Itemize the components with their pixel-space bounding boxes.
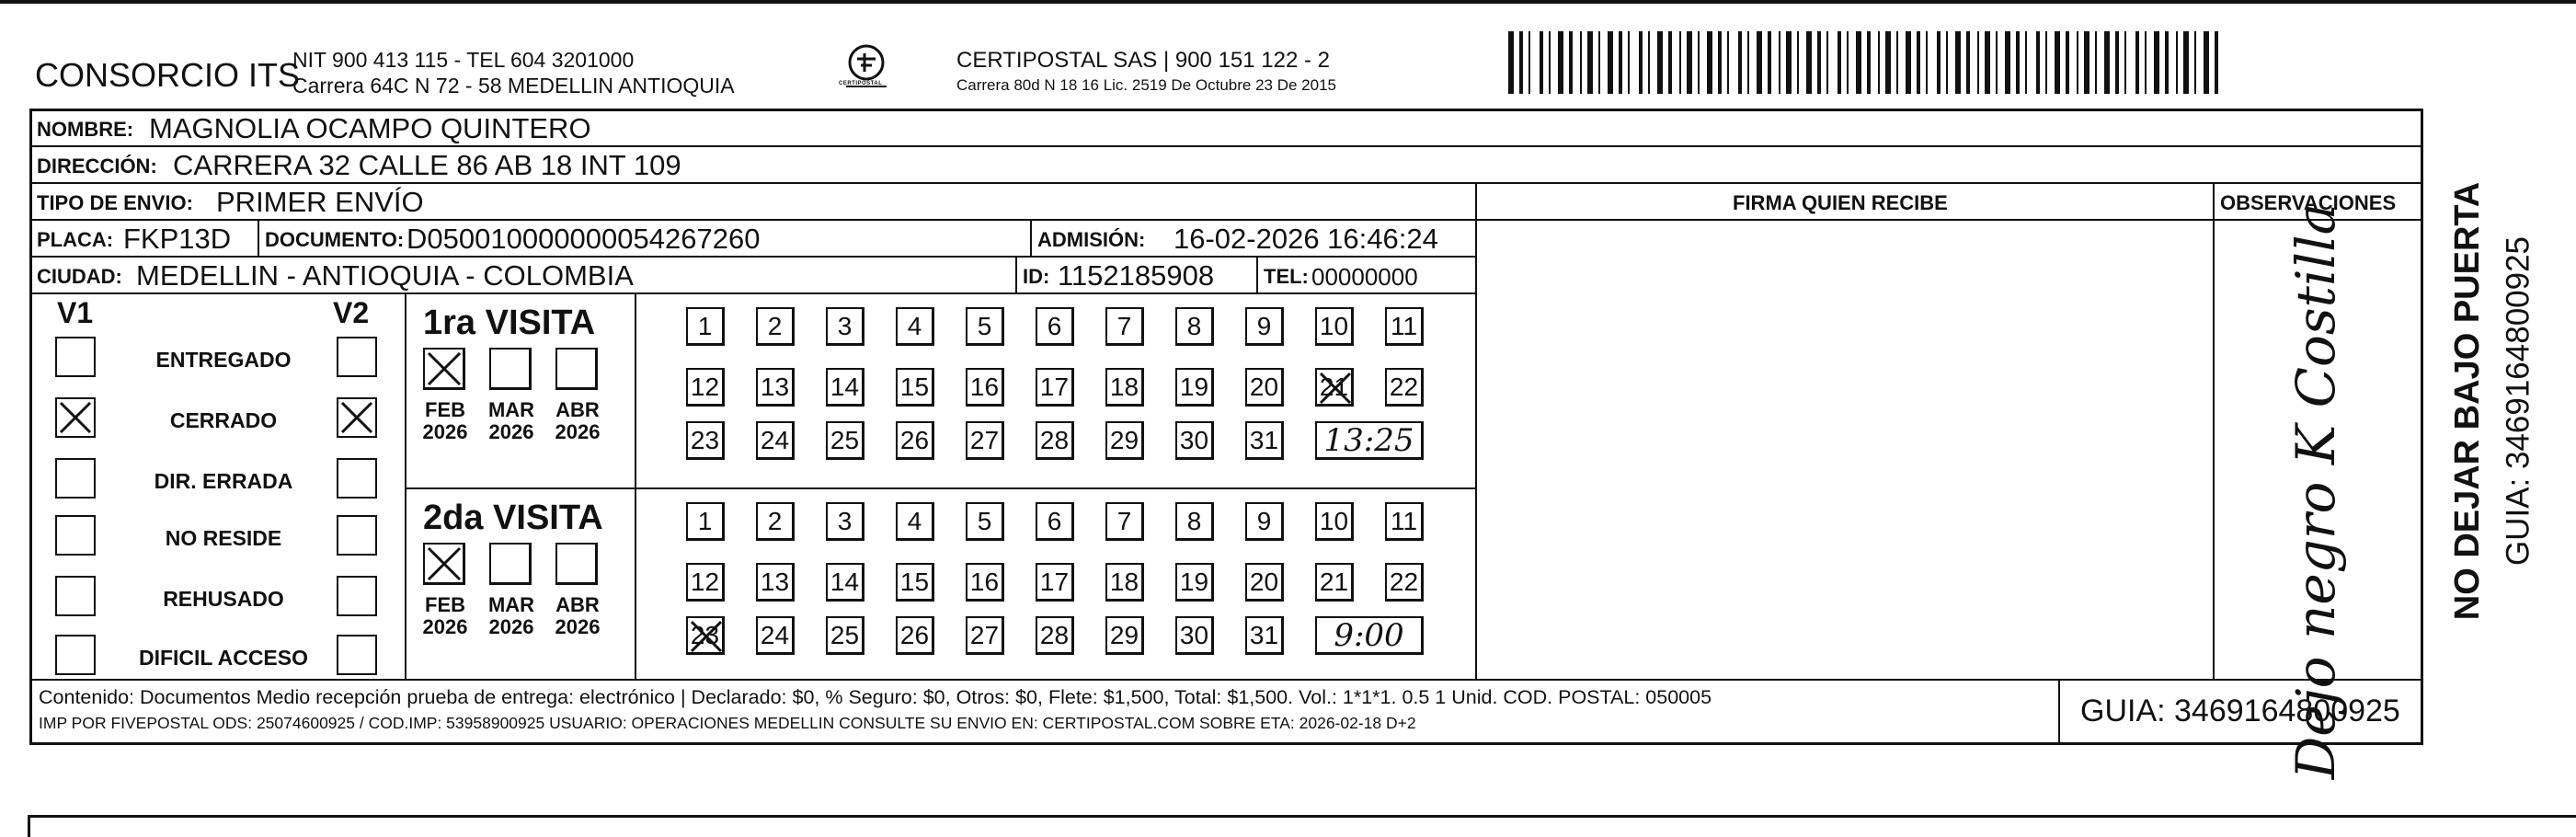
signature-divider bbox=[1475, 182, 1477, 679]
day-number: 15 bbox=[899, 567, 930, 596]
day-number: 2 bbox=[767, 311, 783, 340]
company-nit: NIT 900 413 115 - TEL 604 3201000 bbox=[292, 48, 635, 72]
recipient-name: MAGNOLIA OCAMPO QUINTERO bbox=[149, 112, 591, 144]
day-number: 8 bbox=[1186, 311, 1202, 340]
day-number: 20 bbox=[1249, 567, 1279, 596]
day-cell[interactable] bbox=[896, 616, 934, 655]
day-cell[interactable] bbox=[1036, 616, 1074, 655]
day-number: 31 bbox=[1249, 620, 1279, 649]
status-label: DIR. ERRADA bbox=[154, 469, 293, 493]
side-guia: GUIA: 3469164800925 bbox=[2500, 235, 2536, 567]
row-divider bbox=[29, 256, 1475, 258]
day-number: 16 bbox=[969, 372, 1000, 401]
recipient-city: MEDELLIN - ANTIOQUIA - COLOMBIA bbox=[136, 259, 634, 292]
day-number: 9 bbox=[1256, 311, 1272, 340]
month-year: 2026 bbox=[488, 420, 534, 444]
day-number: 31 bbox=[1249, 425, 1279, 454]
v1-status-checkbox[interactable] bbox=[55, 515, 96, 556]
day-number: 18 bbox=[1109, 372, 1139, 401]
day-number: 17 bbox=[1039, 567, 1070, 596]
certipostal-logo bbox=[839, 42, 894, 97]
shipment-type: PRIMER ENVÍO bbox=[216, 186, 424, 218]
cell-divider bbox=[1015, 256, 1017, 292]
day-cell[interactable] bbox=[1385, 307, 1424, 346]
day-cell[interactable] bbox=[896, 421, 934, 460]
month-label bbox=[418, 594, 473, 638]
day-cell[interactable] bbox=[1315, 307, 1354, 346]
lower-box-left bbox=[28, 815, 30, 837]
check-mark-icon bbox=[425, 545, 464, 583]
day-number: 28 bbox=[1039, 425, 1070, 454]
day-number: 25 bbox=[830, 620, 860, 649]
day-number: 27 bbox=[969, 425, 1000, 454]
visit-time-box[interactable] bbox=[1315, 421, 1424, 460]
v1-status-checkbox[interactable] bbox=[55, 635, 96, 675]
day-number: 7 bbox=[1116, 311, 1132, 340]
visit-1-title: 1ra VISITA bbox=[423, 304, 596, 342]
row-divider bbox=[29, 292, 1475, 294]
day-number: 22 bbox=[1389, 372, 1419, 401]
check-mark-icon bbox=[688, 618, 725, 655]
plate-number: FKP13D bbox=[123, 223, 232, 255]
day-cell[interactable] bbox=[1385, 563, 1424, 602]
row-divider bbox=[29, 182, 2423, 184]
day-number: 29 bbox=[1109, 620, 1139, 649]
day-cell[interactable] bbox=[1105, 307, 1144, 346]
day-cell[interactable] bbox=[1315, 502, 1354, 541]
month-checkbox[interactable] bbox=[489, 348, 532, 390]
day-cell[interactable] bbox=[826, 307, 864, 346]
day-number: 14 bbox=[830, 567, 860, 596]
day-cell[interactable] bbox=[686, 421, 725, 460]
day-cell[interactable] bbox=[1245, 616, 1284, 655]
day-number: 5 bbox=[977, 311, 992, 340]
visit-time-box[interactable] bbox=[1315, 616, 1424, 655]
firma-label: FIRMA QUIEN RECIBE bbox=[1733, 191, 1948, 214]
lower-box-top bbox=[28, 815, 2576, 818]
visit-time: 13:25 bbox=[1323, 421, 1414, 459]
day-number: 26 bbox=[899, 620, 930, 649]
visit-separator bbox=[405, 487, 1475, 489]
day-number: 24 bbox=[760, 620, 790, 649]
admision-label: ADMISIÓN: bbox=[1037, 228, 1146, 251]
day-number: 17 bbox=[1039, 372, 1070, 401]
admission-datetime: 16-02-2026 16:46:24 bbox=[1174, 223, 1438, 255]
day-cell[interactable] bbox=[826, 616, 864, 655]
day-number: 8 bbox=[1186, 506, 1202, 535]
status-label: REHUSADO bbox=[163, 587, 284, 611]
month-checkbox[interactable] bbox=[423, 348, 465, 390]
check-mark-icon bbox=[57, 399, 94, 436]
day-cell[interactable] bbox=[1175, 616, 1214, 655]
day-cell[interactable] bbox=[1105, 421, 1144, 460]
day-cell[interactable] bbox=[966, 502, 1004, 541]
day-cell[interactable] bbox=[1385, 502, 1424, 541]
month-name: ABR bbox=[555, 398, 600, 421]
cell-divider bbox=[1256, 256, 1258, 292]
day-number: 4 bbox=[907, 506, 922, 535]
month-year: 2026 bbox=[422, 420, 468, 444]
day-number: 27 bbox=[969, 620, 1000, 649]
day-cell[interactable] bbox=[826, 502, 864, 541]
logo-emblem-icon bbox=[839, 42, 894, 97]
day-cell[interactable] bbox=[1175, 502, 1214, 541]
day-cell[interactable] bbox=[686, 307, 725, 346]
id-label: ID: bbox=[1023, 265, 1050, 288]
carrier-name: CERTIPOSTAL SAS | 900 151 122 - 2 bbox=[956, 48, 1330, 73]
day-number: 13 bbox=[760, 567, 790, 596]
company-address: Carrera 64C N 72 - 58 MEDELLIN ANTIOQUIA bbox=[292, 74, 735, 97]
footer-content: Contenido: Documentos Medio recepción prueba de entrega: electrónico | Declarado: $0, % Seguro: $0, Otros: $0, Flete: $1,500, Total: $1,500. Vol.: 1*1*1. 0.5 1 Unid. COD. POSTAL: 050005 bbox=[39, 686, 1712, 708]
day-number: 23 bbox=[690, 425, 720, 454]
recipient-id: 1152185908 bbox=[1058, 259, 1215, 292]
top-edge-line bbox=[0, 0, 2576, 4]
row-divider bbox=[29, 219, 1475, 221]
month-year: 2026 bbox=[488, 615, 534, 639]
direccion-label: DIRECCIÓN: bbox=[37, 155, 157, 178]
company-name: CONSORCIO ITS bbox=[35, 56, 301, 94]
day-cell[interactable] bbox=[1245, 307, 1284, 346]
day-number: 22 bbox=[1389, 567, 1419, 596]
day-cell[interactable] bbox=[1245, 421, 1284, 460]
signature-header-line bbox=[1475, 219, 2423, 221]
day-cell[interactable] bbox=[1175, 368, 1214, 407]
check-mark-icon bbox=[1317, 370, 1354, 407]
v1-status-checkbox[interactable] bbox=[55, 337, 96, 377]
day-number: 19 bbox=[1179, 372, 1209, 401]
month-name: MAR bbox=[487, 398, 535, 421]
status-label: CERRADO bbox=[169, 408, 278, 432]
footer-divider bbox=[29, 679, 2423, 681]
day-number: 23 bbox=[690, 620, 720, 649]
day-number: 25 bbox=[830, 425, 860, 454]
month-label bbox=[484, 594, 539, 638]
day-cell[interactable] bbox=[826, 563, 864, 602]
day-cell[interactable] bbox=[896, 502, 934, 541]
month-year: 2026 bbox=[422, 615, 468, 639]
day-cell[interactable] bbox=[1245, 368, 1284, 407]
day-number: 10 bbox=[1319, 311, 1349, 340]
day-cell[interactable] bbox=[756, 368, 795, 407]
day-cell[interactable] bbox=[966, 307, 1004, 346]
day-number: 30 bbox=[1179, 620, 1209, 649]
recipient-address: CARRERA 32 CALLE 86 AB 18 INT 109 bbox=[173, 149, 681, 181]
day-cell[interactable] bbox=[1175, 307, 1214, 346]
footer-guia: GUIA: 3469164800925 bbox=[2080, 694, 2400, 728]
carrier-address: Carrera 80d N 18 16 Lic. 2519 De Octubre 23 De 2015 bbox=[956, 76, 1336, 94]
day-cell[interactable] bbox=[686, 368, 725, 407]
v1-status-checkbox[interactable] bbox=[55, 397, 96, 438]
day-cell[interactable] bbox=[966, 421, 1004, 460]
day-number: 18 bbox=[1109, 567, 1139, 596]
month-checkbox[interactable] bbox=[489, 543, 532, 585]
day-number: 21 bbox=[1319, 567, 1349, 596]
day-cell[interactable] bbox=[1315, 368, 1354, 407]
day-cell[interactable] bbox=[1036, 563, 1074, 602]
day-cell[interactable] bbox=[756, 502, 795, 541]
footer-guia-divider bbox=[2058, 679, 2060, 745]
v2-header: V2 bbox=[333, 296, 370, 329]
barcode bbox=[1508, 31, 2216, 96]
day-cell[interactable] bbox=[966, 368, 1004, 407]
status-label: DIFICIL ACCESO bbox=[138, 646, 308, 670]
month-name: ABR bbox=[555, 593, 600, 616]
day-cell[interactable] bbox=[826, 421, 864, 460]
month-label bbox=[550, 594, 605, 638]
tel-label: TEL: bbox=[1264, 265, 1309, 288]
v2-status-checkbox[interactable] bbox=[337, 576, 377, 616]
day-number: 14 bbox=[830, 372, 860, 401]
day-cell[interactable] bbox=[1105, 368, 1144, 407]
day-number: 6 bbox=[1047, 311, 1062, 340]
day-cell[interactable] bbox=[896, 307, 934, 346]
documento-label: DOCUMENTO: bbox=[265, 228, 405, 251]
day-number: 4 bbox=[907, 311, 922, 340]
row-divider bbox=[29, 145, 2423, 147]
v2-status-checkbox[interactable] bbox=[337, 337, 377, 377]
day-cell[interactable] bbox=[1036, 502, 1074, 541]
day-number: 28 bbox=[1039, 620, 1070, 649]
day-cell[interactable] bbox=[1036, 368, 1074, 407]
logo-text: CERTIPOSTAL bbox=[839, 81, 883, 86]
observations-divider bbox=[2213, 182, 2215, 679]
cell-divider bbox=[1030, 219, 1032, 256]
day-cell[interactable] bbox=[1036, 421, 1074, 460]
day-cell[interactable] bbox=[896, 368, 934, 407]
v2-status-checkbox[interactable] bbox=[337, 458, 377, 499]
day-number: 9 bbox=[1256, 506, 1272, 535]
day-cell[interactable] bbox=[1175, 563, 1214, 602]
day-cell[interactable] bbox=[1315, 563, 1354, 602]
day-cell[interactable] bbox=[756, 616, 795, 655]
day-number: 5 bbox=[977, 506, 992, 535]
month-name: MAR bbox=[487, 593, 535, 616]
day-cell[interactable] bbox=[966, 563, 1004, 602]
day-cell[interactable] bbox=[686, 563, 725, 602]
visit-divider bbox=[635, 292, 636, 679]
day-number: 3 bbox=[837, 311, 853, 340]
check-mark-icon bbox=[338, 399, 375, 436]
day-number: 16 bbox=[969, 567, 1000, 596]
day-number: 1 bbox=[697, 506, 713, 535]
day-number: 12 bbox=[690, 372, 720, 401]
day-number: 26 bbox=[899, 425, 930, 454]
day-number: 1 bbox=[697, 311, 713, 340]
footer-print-info: IMP POR FIVEPOSTAL ODS: 25074600925 / COD.IMP: 53958900925 USUARIO: OPERACIONES MEDELLIN CONSULTE SU ENVIO EN: CERTIPOSTAL.COM SOBRE ETA: 2026-02-18 D+2 bbox=[39, 714, 1416, 732]
day-cell[interactable] bbox=[1105, 563, 1144, 602]
day-cell[interactable] bbox=[1245, 502, 1284, 541]
visit-2-title: 2da VISITA bbox=[423, 499, 603, 537]
v1-status-checkbox[interactable] bbox=[55, 576, 96, 616]
observaciones-label: OBSERVACIONES bbox=[2220, 191, 2397, 214]
day-number: 20 bbox=[1249, 372, 1279, 401]
side-warning: NO DEJAR BAJO PUERTA bbox=[2448, 181, 2487, 621]
day-number: 15 bbox=[899, 372, 930, 401]
status-divider bbox=[405, 292, 406, 679]
tipo-envio-label: TIPO DE ENVIO: bbox=[37, 191, 193, 214]
day-cell[interactable] bbox=[826, 368, 864, 407]
cell-divider bbox=[258, 219, 259, 256]
day-number: 29 bbox=[1109, 425, 1139, 454]
day-number: 6 bbox=[1047, 506, 1062, 535]
month-year: 2026 bbox=[555, 615, 601, 639]
month-name: FEB bbox=[425, 398, 465, 421]
month-name: FEB bbox=[425, 593, 465, 616]
day-cell[interactable] bbox=[1245, 563, 1284, 602]
day-cell[interactable] bbox=[756, 307, 795, 346]
day-number: 11 bbox=[1390, 311, 1418, 340]
v1-header: V1 bbox=[57, 296, 94, 329]
month-label bbox=[484, 399, 539, 443]
document-number: D050010000000054267260 bbox=[406, 223, 761, 255]
placa-label: PLACA: bbox=[37, 228, 114, 251]
day-number: 7 bbox=[1116, 506, 1132, 535]
v2-status-checkbox[interactable] bbox=[337, 635, 377, 675]
v2-status-checkbox[interactable] bbox=[337, 515, 377, 556]
day-number: 11 bbox=[1390, 506, 1418, 535]
day-number: 19 bbox=[1179, 567, 1209, 596]
month-label bbox=[550, 399, 605, 443]
day-cell[interactable] bbox=[686, 616, 725, 655]
v1-status-checkbox[interactable] bbox=[55, 458, 96, 499]
day-number: 24 bbox=[760, 425, 790, 454]
day-number: 2 bbox=[767, 506, 783, 535]
visit-time: 9:00 bbox=[1334, 616, 1404, 654]
month-label bbox=[418, 399, 473, 443]
day-cell[interactable] bbox=[756, 563, 795, 602]
day-cell[interactable] bbox=[686, 502, 725, 541]
month-checkbox[interactable] bbox=[555, 348, 598, 390]
ciudad-label: CIUDAD: bbox=[37, 265, 122, 288]
day-number: 12 bbox=[690, 567, 720, 596]
day-number: 10 bbox=[1319, 506, 1349, 535]
day-number: 30 bbox=[1179, 425, 1209, 454]
day-number: 21 bbox=[1319, 372, 1349, 401]
day-cell[interactable] bbox=[966, 616, 1004, 655]
day-cell[interactable] bbox=[1036, 307, 1074, 346]
day-cell[interactable] bbox=[896, 563, 934, 602]
month-checkbox[interactable] bbox=[555, 543, 598, 585]
day-cell[interactable] bbox=[1175, 421, 1214, 460]
status-label: NO RESIDE bbox=[165, 526, 282, 550]
day-number: 13 bbox=[760, 372, 790, 401]
day-cell[interactable] bbox=[1105, 616, 1144, 655]
day-number: 3 bbox=[837, 506, 853, 535]
check-mark-icon bbox=[425, 350, 464, 388]
day-cell[interactable] bbox=[1385, 368, 1424, 407]
day-cell[interactable] bbox=[756, 421, 795, 460]
month-checkbox[interactable] bbox=[423, 543, 465, 585]
month-year: 2026 bbox=[555, 420, 601, 444]
nombre-label: NOMBRE: bbox=[37, 118, 134, 141]
v2-status-checkbox[interactable] bbox=[337, 397, 377, 438]
status-label: ENTREGADO bbox=[155, 348, 292, 372]
recipient-phone: 00000000 bbox=[1311, 263, 1418, 291]
day-cell[interactable] bbox=[1105, 502, 1144, 541]
